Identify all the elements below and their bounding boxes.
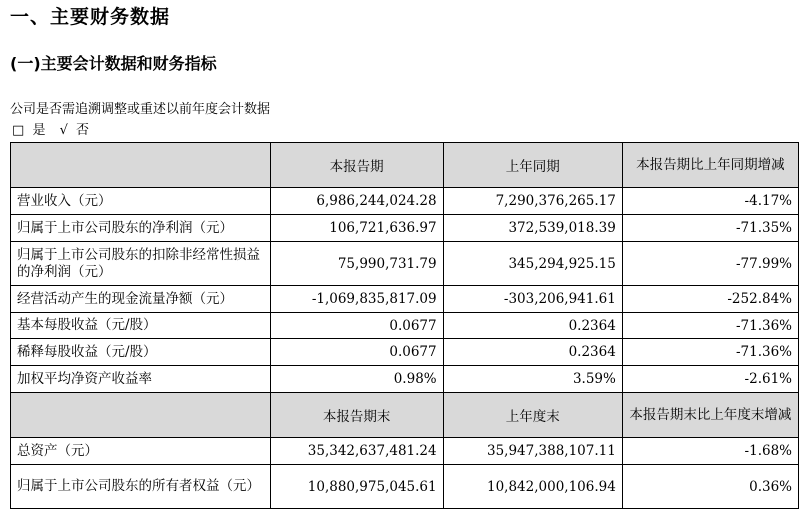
table-row <box>11 188 799 215</box>
row-label: 加权平均净资产收益率 <box>11 366 271 393</box>
option-yes-label: 是 <box>32 123 46 138</box>
value-current: 6,986,244,024.28 <box>270 188 443 215</box>
row-label: 基本每股收益（元/股） <box>11 313 271 339</box>
table-row <box>11 366 799 393</box>
value-change: -71.36% <box>622 313 798 339</box>
header-cell-period-end: 本报告期末 <box>270 393 443 438</box>
value-prior: 35,947,388,107.11 <box>443 438 622 465</box>
restatement-options <box>12 119 93 138</box>
row-label: 稀释每股收益（元/股） <box>11 339 271 366</box>
value-current: 0.0677 <box>270 313 443 339</box>
value-current: -1,069,835,817.09 <box>270 286 443 313</box>
header-cell-blank <box>11 143 271 188</box>
row-label: 经营活动产生的现金流量净额（元） <box>11 286 271 313</box>
row-label: 总资产（元） <box>11 438 271 465</box>
value-current: 10,880,975,045.61 <box>270 465 443 509</box>
table-row <box>11 313 799 339</box>
header-cell-current-period: 本报告期 <box>270 143 443 188</box>
checkbox-empty-icon: □ <box>12 123 25 138</box>
header-cell-blank <box>11 393 271 438</box>
table-row <box>11 465 799 509</box>
table-row <box>11 215 799 242</box>
table-header-row <box>11 393 799 438</box>
row-label: 归属于上市公司股东的净利润（元） <box>11 215 271 242</box>
value-prior: 10,842,000,106.94 <box>443 465 622 509</box>
value-current: 75,990,731.79 <box>270 242 443 286</box>
table-header-row <box>11 143 799 188</box>
header-cell-yoy-change: 本报告期比上年同期增减 <box>622 143 798 188</box>
value-prior: 0.2364 <box>443 339 622 366</box>
value-change: -71.36% <box>622 339 798 366</box>
header-cell-prior-year-end: 上年度末 <box>443 393 622 438</box>
value-change: -4.17% <box>622 188 798 215</box>
header-cell-prior-period: 上年同期 <box>443 143 622 188</box>
restatement-question: 公司是否需追溯调整或重述以前年度会计数据 <box>10 102 271 117</box>
table-row <box>11 286 799 313</box>
row-label: 归属于上市公司股东的所有者权益（元） <box>11 465 271 509</box>
financial-data-table <box>10 142 799 509</box>
value-change: -2.61% <box>622 366 798 393</box>
subsection-title: (一)主要会计数据和财务指标 <box>10 54 217 73</box>
value-current: 35,342,637,481.24 <box>270 438 443 465</box>
row-label: 归属于上市公司股东的扣除非经常性损益的净利润（元） <box>11 242 271 286</box>
row-label: 营业收入（元） <box>11 188 271 215</box>
header-cell-change-vs-year-end: 本报告期末比上年度末增减 <box>622 393 798 438</box>
value-prior: 345,294,925.15 <box>443 242 622 286</box>
table-row <box>11 438 799 465</box>
section-title: 一、主要财务数据 <box>10 6 171 28</box>
table-row <box>11 242 799 286</box>
value-current: 0.98% <box>270 366 443 393</box>
value-change: 0.36% <box>622 465 798 509</box>
value-prior: 0.2364 <box>443 313 622 339</box>
value-current: 106,721,636.97 <box>270 215 443 242</box>
option-no-label: 否 <box>76 123 90 138</box>
value-current: 0.0677 <box>270 339 443 366</box>
value-prior: 7,290,376,265.17 <box>443 188 622 215</box>
value-change: -252.84% <box>622 286 798 313</box>
table-row <box>11 339 799 366</box>
value-prior: 3.59% <box>443 366 622 393</box>
value-change: -77.99% <box>622 242 798 286</box>
checkmark-icon: √ <box>59 123 68 138</box>
value-prior: 372,539,018.39 <box>443 215 622 242</box>
value-change: -1.68% <box>622 438 798 465</box>
value-prior: -303,206,941.61 <box>443 286 622 313</box>
value-change: -71.35% <box>622 215 798 242</box>
